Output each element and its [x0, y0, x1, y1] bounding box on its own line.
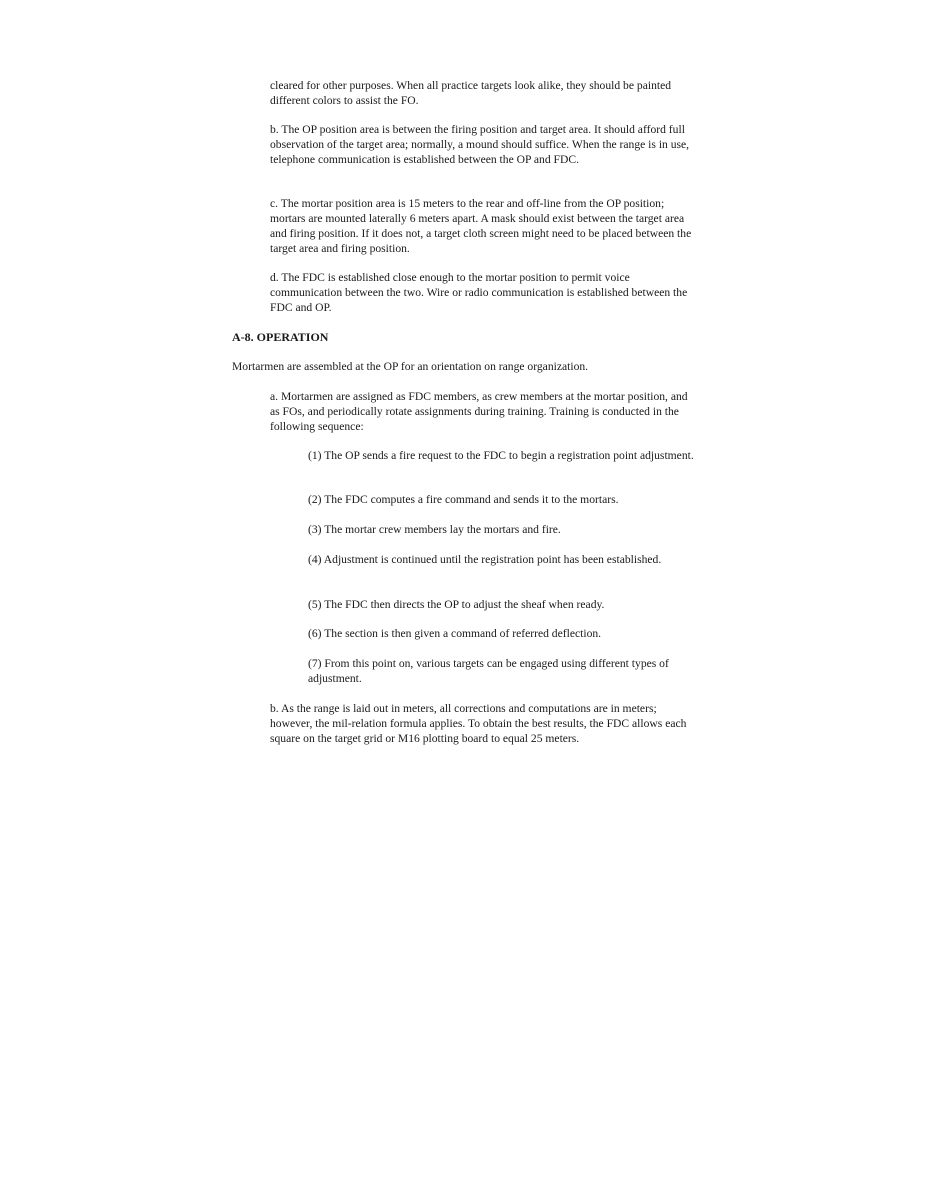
paragraph-d-fdc: d. The FDC is established close enough to the mortar position to permit voice communication between the two. Wire or radio communication is established between the FDC and OP. — [270, 271, 688, 314]
section-heading: A-8. OPERATION — [232, 330, 329, 344]
list-item-step-1: (1) The OP sends a fire request to the FDC to begin a registration point adjustment. — [308, 449, 694, 462]
paragraph-a-assignments: a. Mortarmen are assigned as FDC members, as crew members at the mortar position, and as FOs, and periodically rotate assignments during training. Training is conducted in the following sequence: — [270, 390, 688, 433]
list-item-step-5: (5) The FDC then directs the OP to adjust the sheaf when ready. — [308, 598, 605, 611]
list-item-step-6: (6) The section is then given a command of referred deflection. — [308, 627, 602, 640]
paragraph-c-mortar-position: c. The mortar position area is 15 meters to the rear and off-line from the OP position; mortars are mounted laterally 6 meters apart. A mask should exist between the target area and firing position. If it does not, a target cloth screen might need to be placed between the target area and firing position. — [270, 197, 692, 255]
paragraph-b-range-meters: b. As the range is laid out in meters, all corrections and computations are in meters; however, the mil-relation formula applies. To obtain the best results, the FDC allows each square on the target grid or M16 plotting board to equal 25 meters. — [270, 702, 687, 745]
list-item-step-4: (4) Adjustment is continued until the registration point has been established. — [308, 553, 662, 566]
list-item-step-2: (2) The FDC computes a fire command and sends it to the mortars. — [308, 493, 619, 506]
list-item-step-7: (7) From this point on, various targets can be engaged using different types of adjustment. — [308, 657, 669, 685]
paragraph-cleared: cleared for other purposes. When all practice targets look alike, they should be painted different colors to assist the FO. — [270, 79, 672, 107]
paragraph-intro: Mortarmen are assembled at the OP for an orientation on range organization. — [232, 360, 589, 373]
paragraph-b-op-position: b. The OP position area is between the firing position and target area. It should afford full observation of the target area; normally, a mound should suffice. When the range is in use, telephone communication is established between the OP and FDC. — [270, 123, 690, 166]
list-item-step-3: (3) The mortar crew members lay the mortars and fire. — [308, 523, 561, 536]
